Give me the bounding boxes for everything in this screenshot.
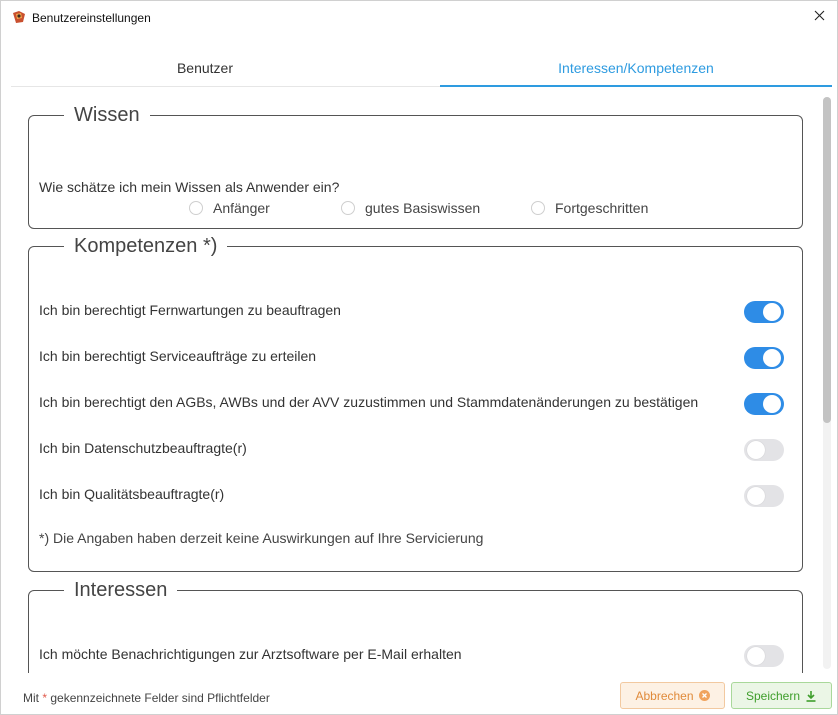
kompetenzen-section [28,235,803,572]
toggle-agb[interactable] [744,393,784,415]
toggle-datenschutz[interactable] [744,439,784,461]
toggle-qualitaet[interactable] [744,485,784,507]
save-button-label: Speichern [745,688,801,703]
interessen-section [28,579,803,673]
content-scrollbar[interactable] [821,97,831,669]
tab-bar [11,51,831,89]
active-tab-indicator [440,85,832,87]
wissen-legend: Wissen [74,104,140,126]
kompetenz-label: Ich bin berechtigt Serviceaufträge zu erteilen [39,348,317,364]
interessen-legend: Interessen [74,579,168,601]
radio-label: Anfänger [213,200,270,216]
tab-benutzer[interactable]: Benutzer [176,60,234,76]
cancel-button-label: Abbrechen [635,688,694,703]
radio-circle-icon [531,201,545,215]
download-icon [805,690,817,702]
wissen-question: Wie schätze ich mein Wissen als Anwender ein? [39,179,340,195]
cancel-button[interactable] [620,682,725,709]
required-fields-note [23,691,270,705]
kompetenz-label: Ich bin berechtigt den AGBs, AWBs und der AVV zuzustimmen und Stammdatenänderungen zu bestätigen [39,394,699,410]
cancel-circle-icon [699,690,710,701]
wissen-section [28,104,803,229]
dialog-footer [1,673,837,715]
kompetenzen-footnote: *) Die Angaben haben derzeit keine Auswirkungen auf Ihre Servicierung [39,530,484,546]
kompetenz-label: Ich bin Datenschutzbeauftragte(r) [39,440,247,456]
kompetenzen-legend: Kompetenzen *) [74,235,218,257]
kompetenz-row-datenschutz [39,438,784,460]
toggle-serviceauftraege[interactable] [744,347,784,369]
tab-content [11,89,831,673]
app-logo-icon [11,9,27,25]
toggle-arztsoftware-email[interactable] [744,645,784,667]
radio-circle-icon [341,201,355,215]
required-star: * [42,691,48,705]
save-button[interactable] [731,682,832,709]
scroll-thumb[interactable] [823,97,831,423]
interesse-row-arztsoftware [39,644,784,666]
kompetenz-label: Ich bin berechtigt Fernwartungen zu beauftragen [39,302,341,318]
kompetenz-row-agb [39,392,784,414]
radio-label: gutes Basiswissen [365,200,481,216]
radio-gutes-basiswissen[interactable] [341,200,480,216]
window-title: Benutzereinstellungen [32,11,151,25]
toggle-fernwartung[interactable] [744,301,784,323]
radio-label: Fortgeschritten [555,200,649,216]
radio-circle-icon [189,201,203,215]
kompetenz-row-serviceauftraege [39,346,784,368]
required-note-suffix: gekennzeichnete Felder sind Pflichtfelder [50,691,270,705]
close-icon [814,8,825,26]
title-bar [1,1,837,33]
close-button[interactable] [801,1,837,33]
tab-interessen-kompetenzen[interactable]: Interessen/Kompetenzen [558,60,714,76]
kompetenz-row-qualitaet [39,484,784,506]
kompetenz-label: Ich bin Qualitätsbeauftragte(r) [39,486,225,502]
interesse-label: Ich möchte Benachrichtigungen zur Arztsoftware per E-Mail erhalten [39,646,462,662]
required-note-prefix: Mit [23,691,39,705]
radio-fortgeschritten[interactable] [531,200,648,216]
radio-anfaenger[interactable] [189,200,270,216]
kompetenz-row-fernwartung [39,300,784,322]
